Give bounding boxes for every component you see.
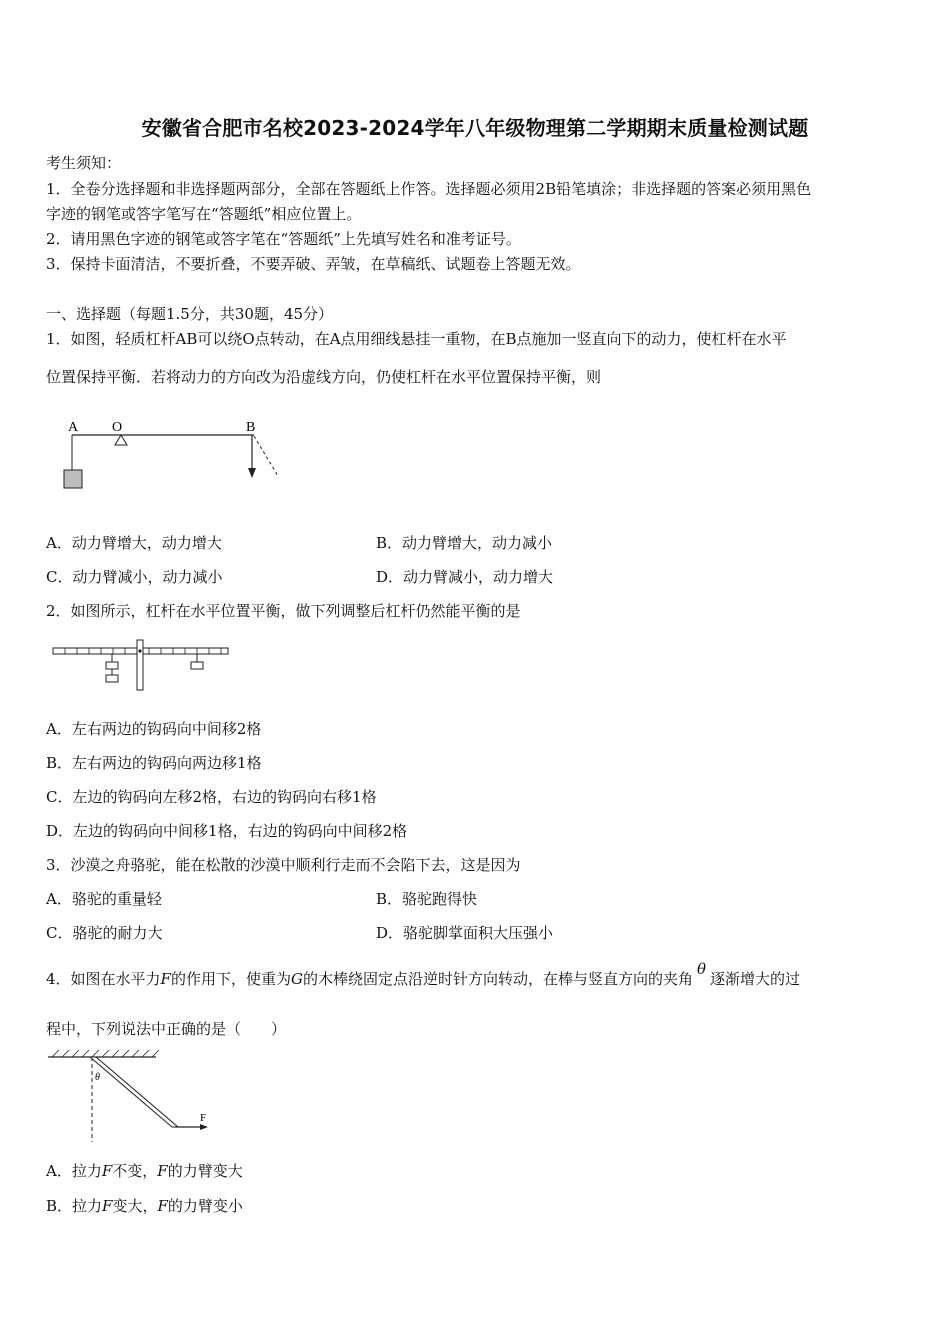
q4-option-a-var2: F — [157, 1162, 168, 1180]
q4-option-a-part1: A．拉力 — [46, 1162, 102, 1180]
q2-right-weights — [191, 654, 203, 669]
q2-option-a: A．左右两边的钩码向中间移2格 — [46, 720, 262, 738]
q1-option-d: D．动力臂减小，动力增大 — [376, 568, 554, 586]
q4-stem-part2: 的作用下，使重为 — [170, 970, 291, 988]
q4-fig-f: F — [200, 1112, 207, 1124]
q3-option-b: B．骆驼跑得快 — [376, 890, 478, 908]
q1-stem-line2: 位置保持平衡．若将动力的方向改为沿虚线方向，仍使杠杆在水平位置保持平衡，则 — [46, 368, 602, 386]
q2-lever-figure — [50, 640, 232, 692]
q4-option-a-var1: F — [101, 1162, 113, 1180]
q4-stem-part4: 逐渐增大的过 — [710, 970, 801, 988]
q4-option-b-var1: F — [102, 1197, 113, 1215]
q1-pivot — [115, 435, 127, 445]
q4-option-b-var2: F — [157, 1197, 168, 1215]
q4-option-b — [46, 1195, 243, 1216]
q4-fig-theta: θ — [95, 1072, 100, 1083]
q1-dashed-direction — [254, 436, 278, 476]
q3-option-a: A．骆驼的重量轻 — [46, 890, 162, 908]
q2-option-b: B．左右两边的钩码向两边移1格 — [46, 754, 262, 772]
q2-option-c: C．左边的钩码向左移2格，右边的钩码向右移1格 — [46, 788, 377, 806]
notice-line-2: 2．请用黑色字迹的钢笔或答字笔在“答题纸”上先填写姓名和准考证号。 — [46, 230, 521, 248]
q4-stem-part3: 的木棒绕固定点沿逆时针方向转动，在棒与竖直方向的夹角 — [302, 970, 693, 988]
q4-var-theta: θ — [696, 960, 707, 978]
q2-stand — [137, 640, 143, 690]
q1-option-c: C．动力臂减小，动力减小 — [46, 568, 223, 586]
q3-stem: 3．沙漠之舟骆驼，能在松散的沙漠中顺利行走而不会陷下去，这是因为 — [46, 856, 521, 874]
q4-option-b-part1: B．拉力 — [46, 1197, 103, 1215]
q4-stem-line1 — [46, 960, 801, 989]
q4-option-a-part3: 的力臂变大 — [167, 1162, 243, 1180]
q1-weight — [64, 470, 82, 488]
q4-option-a — [46, 1160, 243, 1181]
q1-stem-line1: 1．如图，轻质杠杆AB可以绕O点转动，在A点用细线悬挂一重物，在B点施加一竖直向下的动力，使杠杆在水平 — [46, 330, 787, 348]
q1-label-o: O — [112, 420, 123, 435]
q4-var-g: G — [290, 970, 303, 988]
q1-label-b: B — [246, 420, 256, 435]
q1-option-b: B．动力臂增大，动力减小 — [376, 534, 553, 552]
q3-option-c: C．骆驼的耐力大 — [46, 924, 163, 942]
notice-line-1b: 字迹的钢笔或答字笔写在“答题纸”相应位置上。 — [46, 205, 362, 223]
notice-line-1a: 1．全卷分选择题和非选择题两部分，全部在答题纸上作答。选择题必须用2B铅笔填涂；非选择题的答案必须用黑色 — [46, 180, 812, 198]
q4-option-a-part2: 不变， — [112, 1162, 158, 1180]
q4-var-f: F — [160, 970, 171, 988]
notice-line-3: 3．保持卡面清洁，不要折叠，不要弄破、弄皱，在草稿纸、试题卷上答题无效。 — [46, 255, 581, 273]
q4-option-b-part2: 变大， — [112, 1197, 158, 1215]
q3-option-d: D．骆驼脚掌面积大压强小 — [376, 924, 554, 942]
q1-label-a: A — [68, 420, 79, 435]
q4-option-b-part3: 的力臂变小 — [167, 1197, 243, 1215]
q4-stem-part1: 4．如图在水平力 — [46, 970, 161, 988]
q1-lever-figure — [60, 412, 290, 497]
q4-stem-line2: 程中，下列说法中正确的是（ ） — [46, 1020, 287, 1038]
page-title: 安徽省合肥市名校2023-2024学年八年级物理第二学期期末质量检测试题 — [141, 116, 809, 140]
q1-option-a: A．动力臂增大，动力增大 — [46, 534, 222, 552]
q2-left-weights — [106, 654, 118, 682]
section-heading: 一、选择题（每题1.5分，共30题，45分） — [46, 305, 334, 323]
notice-heading: 考生须知： — [46, 154, 122, 172]
q4-rod-figure — [44, 1050, 219, 1145]
q2-stem: 2．如图所示，杠杆在水平位置平衡，做下列调整后杠杆仍然能平衡的是 — [46, 602, 521, 620]
q2-option-d: D．左边的钩码向中间移1格，右边的钩码向中间移2格 — [46, 822, 408, 840]
q4-rod — [90, 1057, 178, 1127]
